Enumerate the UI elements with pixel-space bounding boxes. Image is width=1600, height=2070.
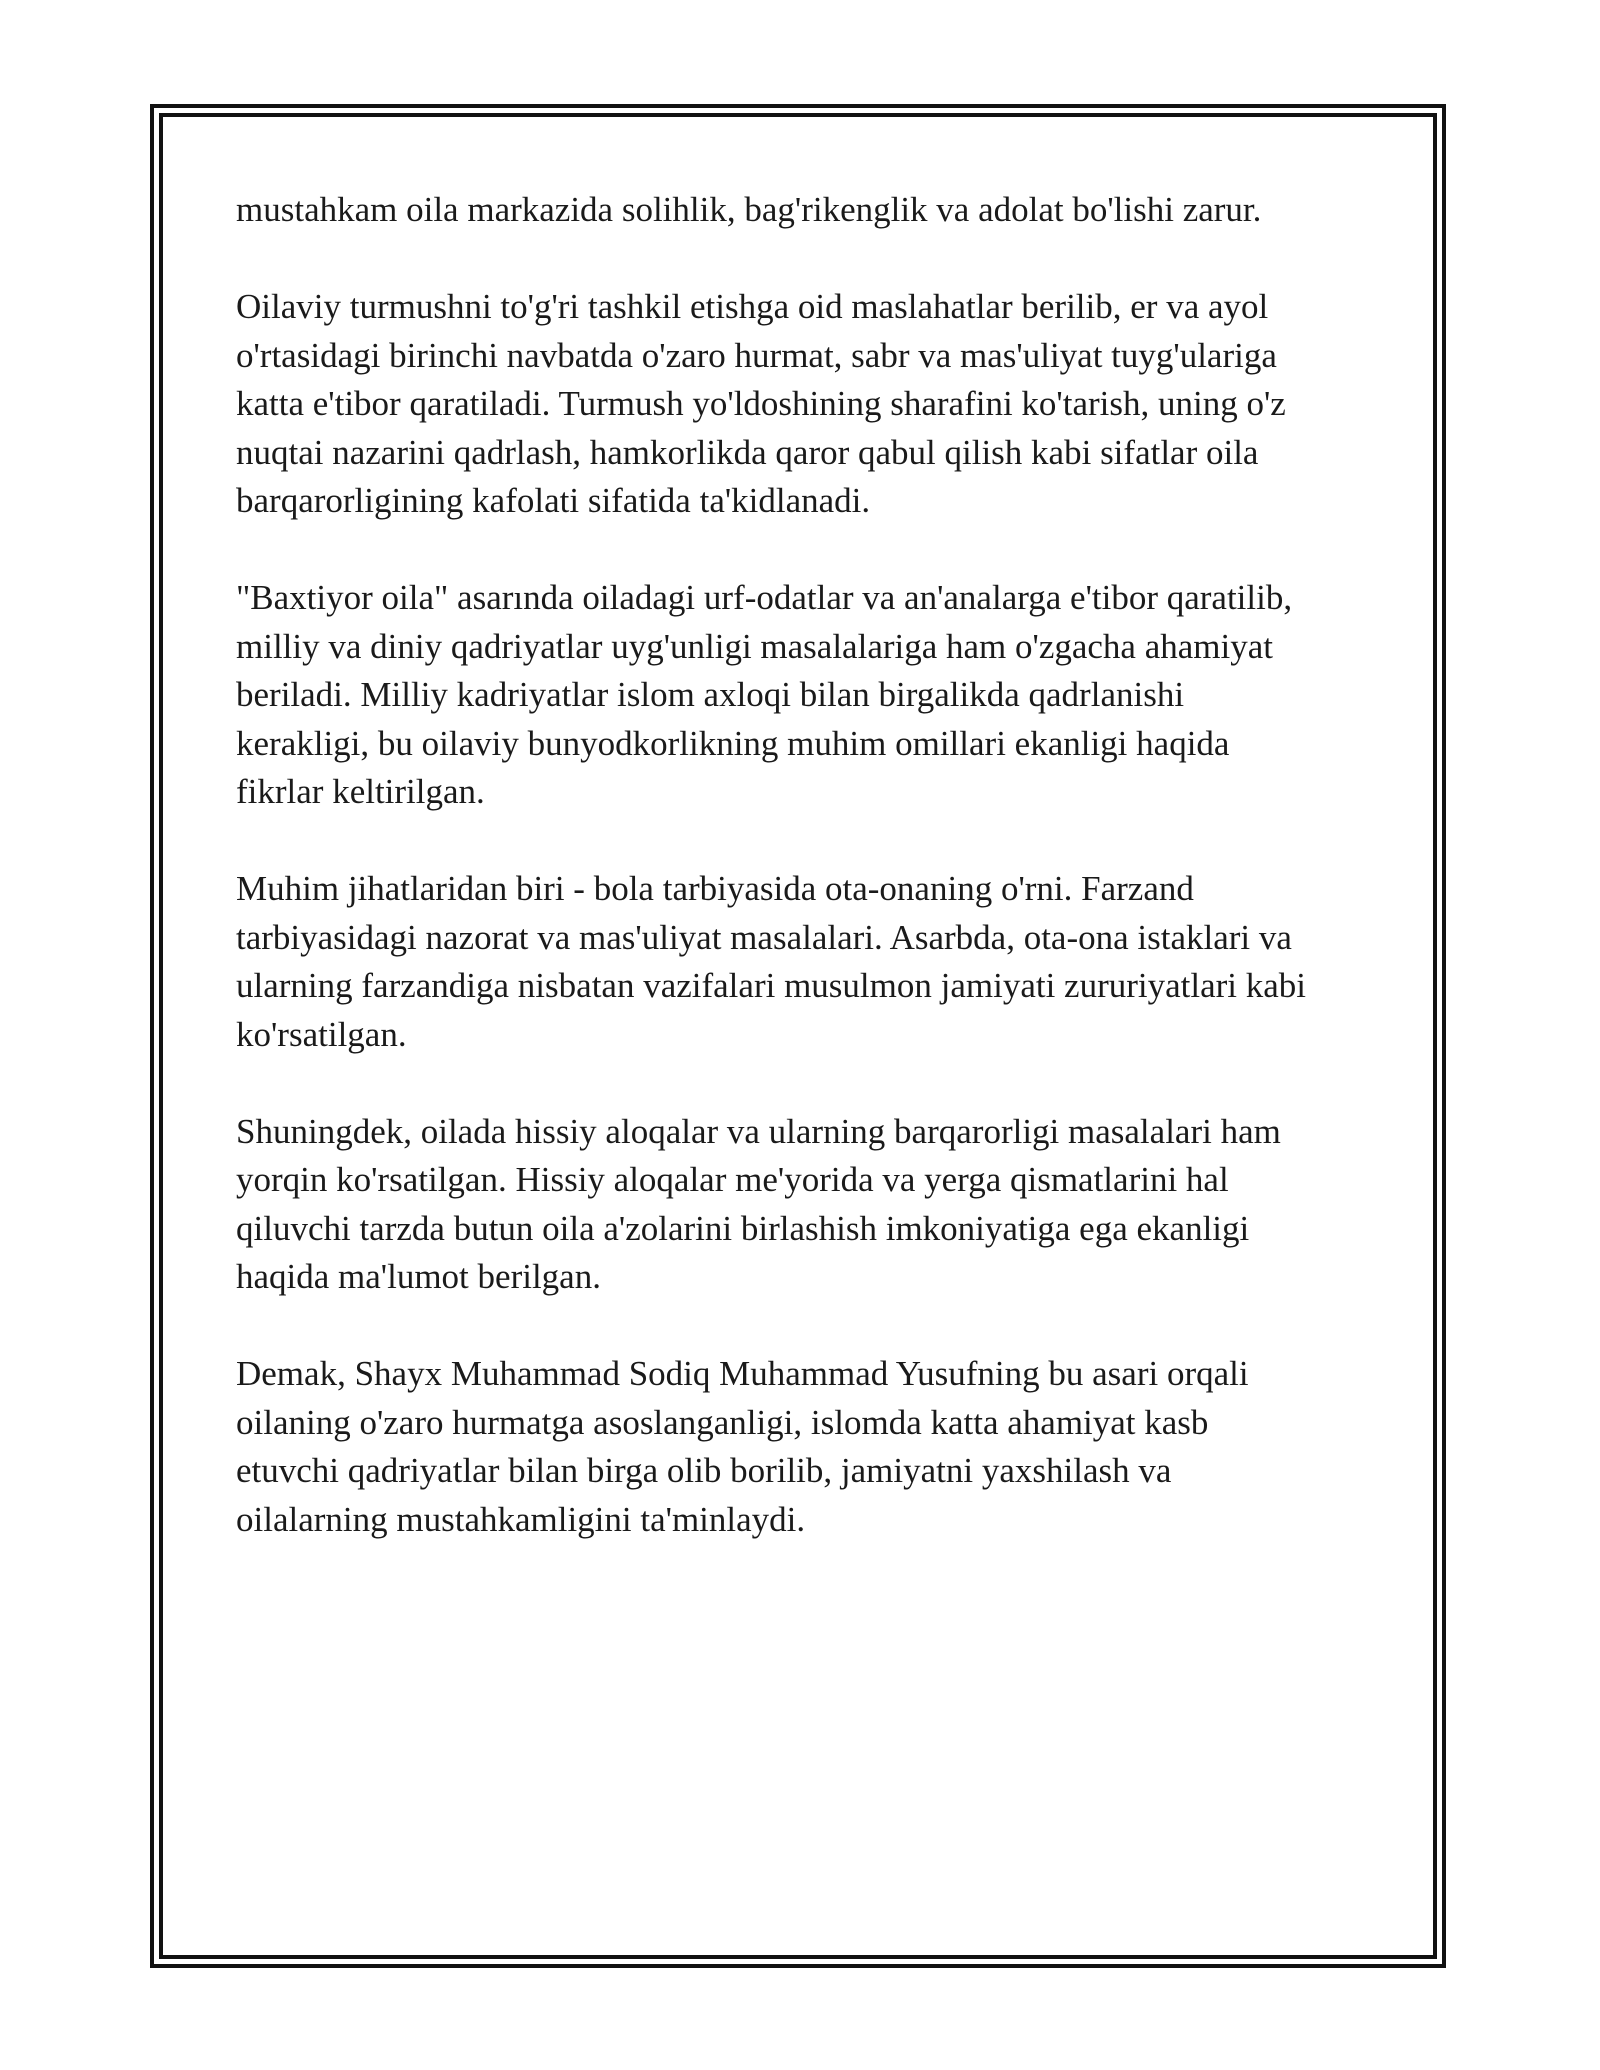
- document-body: [236, 186, 1376, 1593]
- paragraph-5: Shuningdek, oilada hissiy aloqalar va ularning barqarorligi masalalari ham yorqin ko'rsatilgan. Hissiy aloqalar me'yorida va yerga qismatlarini hal qiluvchi tarzda butun oila a'zolarini birlashish imkoniyatiga ega ekanligi haqida ma'lumot berilgan.: [236, 1111, 1281, 1296]
- paragraph-4: Muhim jihatlaridan biri - bola tarbiyasida ota-onaning o'rni. Farzand tarbiyasidagi nazorat va mas'uliyat masalalari. Asarbda, ota-ona istaklari va ularning farzandiga nisbatan vazifalari musulmon jamiyati zururiyatlari kabi ko'rsatilgan.: [236, 869, 1307, 1054]
- paragraph-6: Demak, Shayx Muhammad Sodiq Muhammad Yusufning bu asari orqali oilaning o'zaro hurmatga asoslanganligi, islomda katta ahamiyat kasb etuvchi qadriyatlar bilan birga olib borilib, jamiyatni yaxshilash va oilalarning mustahkamligini ta'minlaydi.: [236, 1354, 1249, 1539]
- paragraph-1: mustahkam oila markazida solihlik, bag'rikenglik va adolat bo'lishi zarur.: [236, 190, 1262, 229]
- paragraph-3: "Baxtiyor oila" asarında oiladagi urf-odatlar va an'analarga e'tibor qaratilib, milliy va diniy qadriyatlar uyg'unligi masalalariga ham o'zgacha ahamiyat beriladi. Milliy kadriyatlar islom axloqi bilan birgalikda qadrlanishi kerakligi, bu oilaviy bunyodkorlikning muhim omillari ekanligi haqida fikrlar keltirilgan.: [236, 578, 1293, 811]
- paragraph-2: Oilaviy turmushni to'g'ri tashkil etishga oid maslahatlar berilib, er va ayol o'rtasidagi birinchi navbatda o'zaro hurmat, sabr va mas'uliyat tuyg'ulariga katta e'tibor qaratiladi. Turmush yo'ldoshining sharafini ko'tarish, uning o'z nuqtai nazarini qadrlash, hamkorlikda qaror qabul qilish kabi sifatlar oila barqarorligining kafolati sifatida ta'kidlanadi.: [236, 287, 1286, 520]
